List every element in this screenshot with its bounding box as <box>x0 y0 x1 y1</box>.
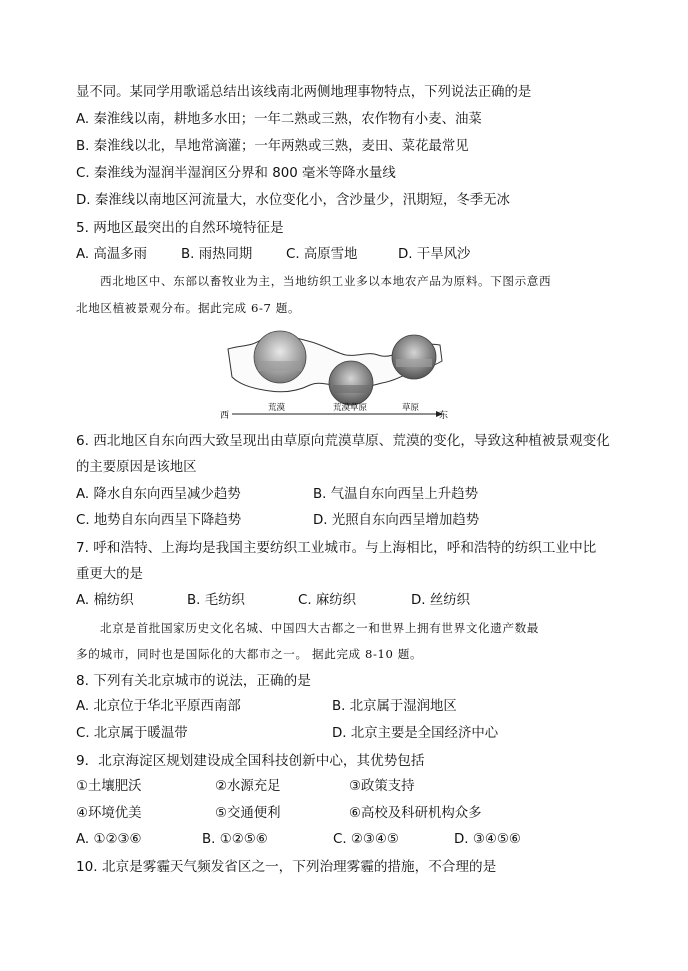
q7-option-a: A. 棉纺织 <box>76 593 134 608</box>
q9-item-3: ③政策支持 <box>349 779 415 794</box>
q4-option-d: D. 秦淮线以南地区河流量大，水位变化小，含沙量少，汛期短，冬季无冰 <box>76 193 510 208</box>
passage-northwest-line1: 西北地区中、东部以畜牧业为主，当地纺织工业多以本地农产品为原料。下图示意西 <box>100 274 552 288</box>
q7-option-d: D. 丝纺织 <box>411 593 470 608</box>
q10-stem: 10. 北京是雾霾天气频发省区之一，下列治理雾霾的措施，不合理的是 <box>76 859 497 875</box>
q5-stem: 5. 两地区最突出的自然环境特征是 <box>76 220 284 236</box>
q5-option-b: B. 雨热同期 <box>181 247 253 262</box>
q8-option-d: D. 北京主要是全国经济中心 <box>332 726 499 741</box>
passage-northwest-line2: 北地区植被景观分布。据此完成 6-7 题。 <box>76 301 301 315</box>
q9-item-6: ⑥高校及科研机构众多 <box>349 806 482 821</box>
q6-stem-line2: 的主要原因是该地区 <box>76 460 197 475</box>
q4-option-c: C. 秦淮线为湿润半湿润区分界和 800 毫米等降水量线 <box>76 166 396 181</box>
q4-option-a: A. 秦淮线以南，耕地多水田；一年二熟或三熟，农作物有小麦、油菜 <box>76 112 482 127</box>
q9-item-2: ②水源充足 <box>215 779 281 794</box>
q4-stem-tail: 显不同。某同学用歌谣总结出该线南北两侧地理事物特点，下列说法正确的是 <box>76 85 532 100</box>
q5-option-c: C. 高原雪地 <box>286 247 358 262</box>
vegetation-landscape-figure <box>218 329 449 421</box>
q7-stem-line2: 重更大的是 <box>76 567 143 582</box>
zone-label-steppe: 草原 <box>402 403 420 413</box>
desert-steppe-photo <box>329 361 373 405</box>
zone-label-desert: 荒漠 <box>268 403 286 413</box>
axis-label-east: 东 <box>439 411 449 421</box>
q6-option-b: B. 气温自东向西呈上升趋势 <box>313 487 478 502</box>
q9-stem: 9．北京海淀区规划建设成全国科技创新中心，其优势包括 <box>76 753 425 769</box>
q9-option-d: D. ③④⑤⑥ <box>454 832 521 847</box>
passage-beijing-line1: 北京是首批国家历史文化名城、中国四大古都之一和世界上拥有世界文化遗产数最 <box>100 621 539 635</box>
q8-option-a: A. 北京位于华北平原西南部 <box>76 699 241 714</box>
q6-option-d: D. 光照自东向西呈增加趋势 <box>313 513 480 528</box>
q9-option-a: A. ①②③⑥ <box>76 832 142 847</box>
q7-option-b: B. 毛纺织 <box>187 593 245 608</box>
axis-label-west: 西 <box>220 411 230 421</box>
desert-photo <box>254 331 306 383</box>
q8-option-b: B. 北京属于湿润地区 <box>332 699 457 714</box>
q8-option-c: C. 北京属于暖温带 <box>76 726 188 741</box>
q4-option-b: B. 秦淮线以北，旱地常滴灌；一年两熟或三熟，麦田、菜花最常见 <box>76 139 469 154</box>
q7-option-c: C. 麻纺织 <box>298 593 357 608</box>
q9-item-1: ①土壤肥沃 <box>76 779 142 794</box>
q5-option-d: D. 干旱风沙 <box>398 247 471 262</box>
q9-option-b: B. ①②⑤⑥ <box>202 832 268 847</box>
q8-stem: 8. 下列有关北京城市的说法，正确的是 <box>76 673 311 689</box>
q7-stem-line1: 7. 呼和浩特、上海均是我国主要纺织工业城市。与上海相比，呼和浩特的纺织工业中比 <box>76 540 597 556</box>
q5-option-a: A. 高温多雨 <box>76 247 147 262</box>
steppe-photo <box>392 335 436 379</box>
q9-item-5: ⑤交通便利 <box>215 806 281 821</box>
q6-option-a: A. 降水自东向西呈减少趋势 <box>76 487 241 502</box>
q9-item-4: ④环境优美 <box>76 806 142 821</box>
passage-beijing-line2: 多的城市，同时也是国际化的大都市之一。 据此完成 8-10 题。 <box>76 647 423 661</box>
zone-label-desert-steppe: 荒漠草原 <box>333 403 368 413</box>
q6-option-c: C. 地势自东向西呈下降趋势 <box>76 513 242 528</box>
q6-stem-line1: 6. 西北地区自东向西大致呈现出由草原向荒漠草原、荒漠的变化，导致这种植被景观变化 <box>76 433 610 449</box>
q9-option-c: C. ②③④⑤ <box>333 832 399 847</box>
